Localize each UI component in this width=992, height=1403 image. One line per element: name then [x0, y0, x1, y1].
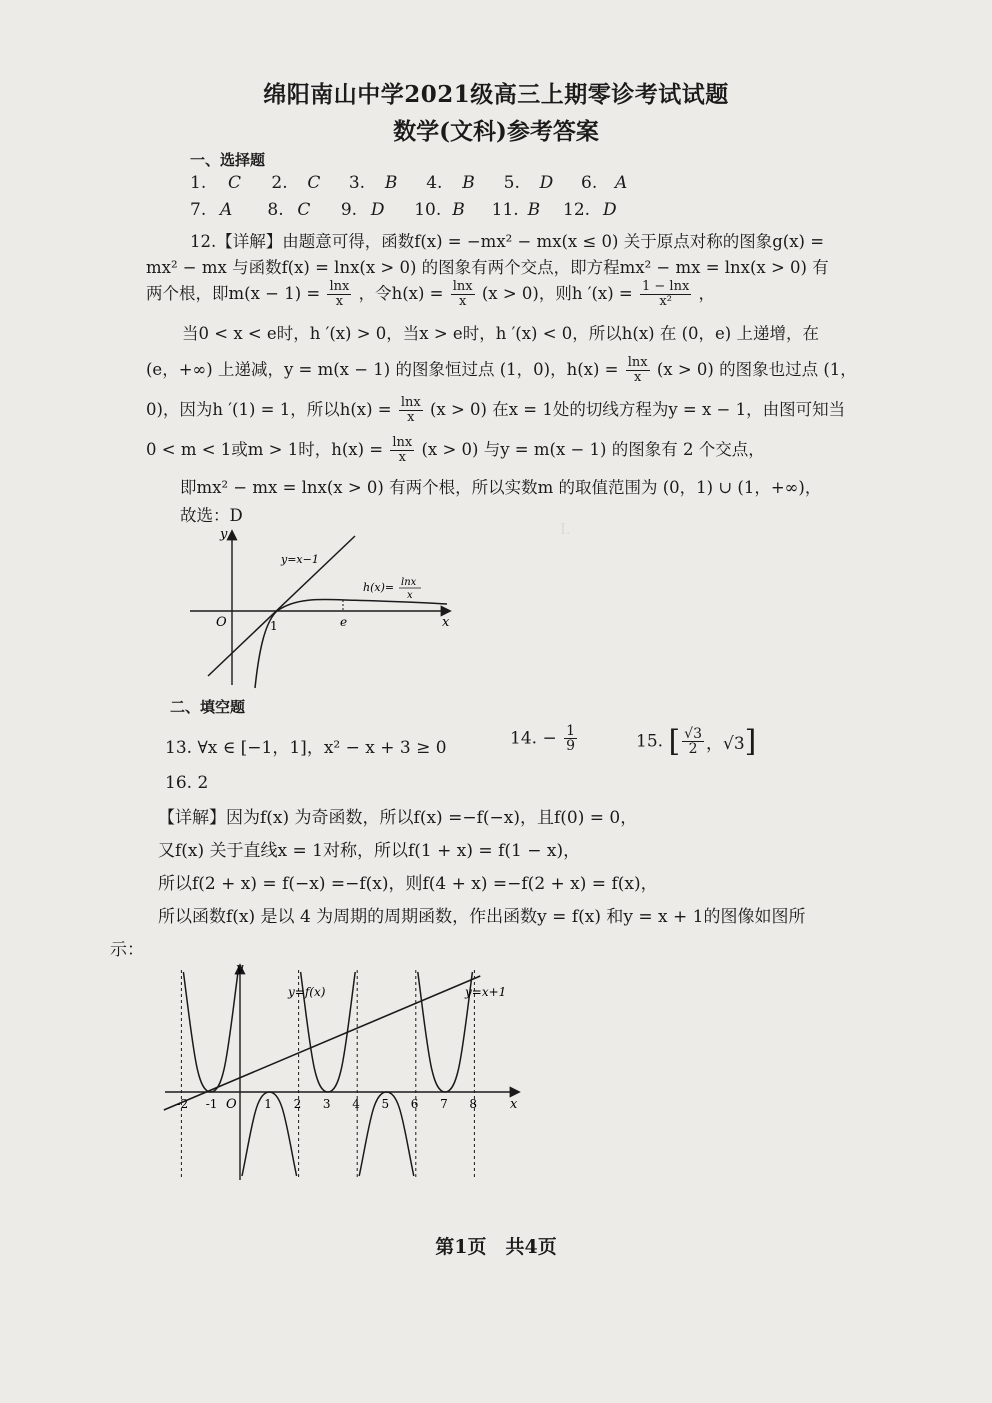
tick-label: 7 — [440, 1097, 448, 1111]
q16-detail-2: 又f(x) 关于直线x = 1对称，所以f(1 + x) = f(1 − x)， — [158, 841, 581, 861]
answer-val: D — [370, 200, 385, 220]
tick-label: -2 — [176, 1097, 189, 1111]
answer-val: C — [297, 200, 311, 220]
q12-text: 0)，因为h ′(1) = 1，所以h(x) = — [146, 400, 392, 419]
answer-val: D — [603, 200, 617, 220]
answer-val: D — [539, 173, 554, 193]
tick-label: 3 — [322, 1097, 331, 1111]
answer-val: B — [384, 173, 398, 193]
bleed-through-mark: I. — [560, 520, 571, 538]
page-subtitle: 数学(文科)参考答案 — [393, 118, 599, 145]
answer-val: B — [452, 200, 465, 220]
answer-val: C — [228, 173, 242, 193]
tick-label: 8 — [469, 1097, 478, 1111]
answer-num: 4. — [426, 173, 443, 193]
q12-text: (x > 0) 的图象也过点 (1， — [656, 360, 857, 379]
answer-val: C — [307, 173, 321, 193]
section-heading-fill: 二、填空题 — [170, 698, 246, 716]
tick-label: 1 — [264, 1097, 272, 1111]
y-axis-label: y — [236, 961, 244, 976]
answer-num: 3. — [348, 173, 366, 193]
answer-15-suffix: ，√3 — [706, 734, 745, 754]
tick-label: 6 — [410, 1097, 419, 1111]
fraction-lnx-over-x: $\frac{\ln x}{x}$ — [400, 395, 421, 425]
answer-num: 2. — [271, 173, 288, 193]
q12-text: ，令h(x) = — [358, 284, 444, 303]
answer-num: 6. — [581, 173, 598, 193]
answer-15: 15. [ $\frac{√3}{2}$ ，√3] — [636, 724, 757, 759]
answer-num: 10. — [414, 200, 442, 220]
tick-label-e: e — [340, 615, 348, 629]
tick-label: -1 — [205, 1097, 218, 1111]
answer-num: 7. — [190, 200, 207, 220]
answer-15-prefix: 15. — [636, 731, 664, 752]
function-curve-upper — [183, 972, 238, 1092]
q12-text: (e，+∞) 上递减，y = m(x − 1) 的图象恒过点 (1，0)，h(x) = — [146, 360, 619, 379]
line-label-x-plus-1: y=x+1 — [465, 985, 507, 999]
answer-num: 1. — [190, 173, 207, 193]
answer-val: B — [527, 200, 541, 220]
answer-16: 16. 2 — [165, 773, 209, 793]
curve-label-num: lnx — [401, 577, 417, 588]
q12-text: (x > 0) 与y = m(x − 1) 的图象有 2 个交点， — [421, 440, 765, 459]
q12-line-9: 故选：D — [180, 506, 243, 525]
q12-line-5 — [146, 356, 857, 385]
tangent-line-label: y=x−1 — [281, 553, 319, 566]
figure-lnx-tangent — [185, 520, 465, 690]
fraction-lnx-over-x: $\frac{\ln x}{x}$ — [452, 279, 473, 309]
answer-val: A — [615, 173, 628, 193]
curve-label-fx: y=f(x) — [288, 985, 326, 999]
answer-row-1 — [190, 173, 645, 193]
tick-label-1: 1 — [270, 619, 278, 633]
q12-line-1: 12.【详解】由题意可得，函数f(x) = −mx² − mx(x ≤ 0) 关于原点对称的图象g(x) = — [190, 232, 825, 251]
q12-text: (x > 0) 在x = 1处的切线方程为y = x − 1，由图可知当 — [430, 400, 846, 419]
answer-14 — [510, 724, 579, 753]
section-heading-choice: 一、选择题 — [190, 151, 266, 169]
q12-text: 0 < m < 1或m > 1时，h(x) = — [146, 440, 384, 459]
answer-val: A — [220, 200, 233, 220]
q12-line-7 — [146, 436, 765, 465]
answer-num: 11. — [491, 200, 519, 220]
tick-label: 4 — [352, 1097, 360, 1111]
answer-num: 12. — [563, 200, 591, 220]
q16-detail-1: 【详解】因为f(x) 为奇函数，所以f(x) =−f(−x)，且f(0) = 0， — [158, 808, 638, 828]
y-axis-label: y — [220, 527, 228, 542]
q16-detail-3: 所以f(2 + x) = f(−x) =−f(x)，则f(4 + x) =−f(2 + x) = f(x)， — [158, 874, 658, 894]
answer-val: B — [462, 173, 475, 193]
q12-line-6 — [146, 396, 845, 425]
q12-text: 两个根，即m(x − 1) = — [146, 284, 321, 303]
tick-label: 2 — [293, 1097, 302, 1111]
q12-line-8: 即mx² − mx = lnx(x > 0) 有两个根，所以实数m 的取值范围为 (0，1) ∪ (1，+∞)， — [180, 478, 822, 497]
answer-14-prefix: 14. − — [510, 728, 557, 749]
page-footer: 第1页 共4页 — [435, 1236, 557, 1258]
lnx-over-x-curve — [255, 599, 447, 688]
curve-label-den: x — [407, 590, 413, 601]
x-axis-label: x — [510, 1097, 518, 1112]
fraction-lnx-over-x: $\frac{\ln x}{x}$ — [392, 435, 413, 465]
answer-num: 8. — [267, 200, 284, 220]
answer-num: 9. — [340, 200, 358, 220]
fraction-sqrt3-over-2: $\frac{√3}{2}$ — [684, 726, 702, 757]
q16-detail-4: 所以函数f(x) 是以 4 为周期的周期函数，作出函数y = f(x) 和y = x + 1的图像如图所 — [158, 907, 806, 927]
figure-periodic-function — [160, 958, 530, 1183]
fraction-derivative: $\frac{1 - \ln x}{\text{x²}}$ — [641, 279, 690, 309]
q16-detail-5: 示： — [110, 940, 144, 960]
figure-periodic-plot — [164, 961, 518, 1180]
answer-13: 13. ∀x ∈ [−1，1]，x² − x + 3 ≥ 0 — [165, 738, 447, 758]
answer-row-2 — [190, 200, 633, 220]
answer-num: 5. — [503, 173, 520, 193]
q12-line-3 — [146, 280, 715, 309]
fraction-lnx-over-x: $\frac{\ln x}{x}$ — [329, 279, 350, 309]
q12-text: ， — [698, 284, 716, 303]
tick-label: 5 — [381, 1097, 390, 1111]
q12-line-2: mx² − mx 与函数f(x) = lnx(x > 0) 的图象有两个交点，即方程mx² − mx = lnx(x > 0) 有 — [146, 258, 829, 277]
origin-label: O — [226, 1097, 237, 1112]
fraction-lnx-over-x: $\frac{\ln x}{x}$ — [627, 355, 648, 385]
curve-label-prefix: h(x)= — [363, 581, 395, 594]
q12-line-4: 当0 < x < e时，h ′(x) > 0，当x > e时，h ′(x) < 0，所以h(x) 在 (0，e) 上递增，在 — [182, 324, 819, 343]
page-title: 绵阳南山中学2021级高三上期零诊考试试题 — [263, 81, 729, 108]
origin-label: O — [216, 615, 227, 630]
fraction-one-ninth: $\frac{1}{9}$ — [566, 723, 576, 754]
q12-text: (x > 0)，则h ′(x) = — [481, 284, 633, 303]
x-axis-label: x — [442, 615, 450, 630]
